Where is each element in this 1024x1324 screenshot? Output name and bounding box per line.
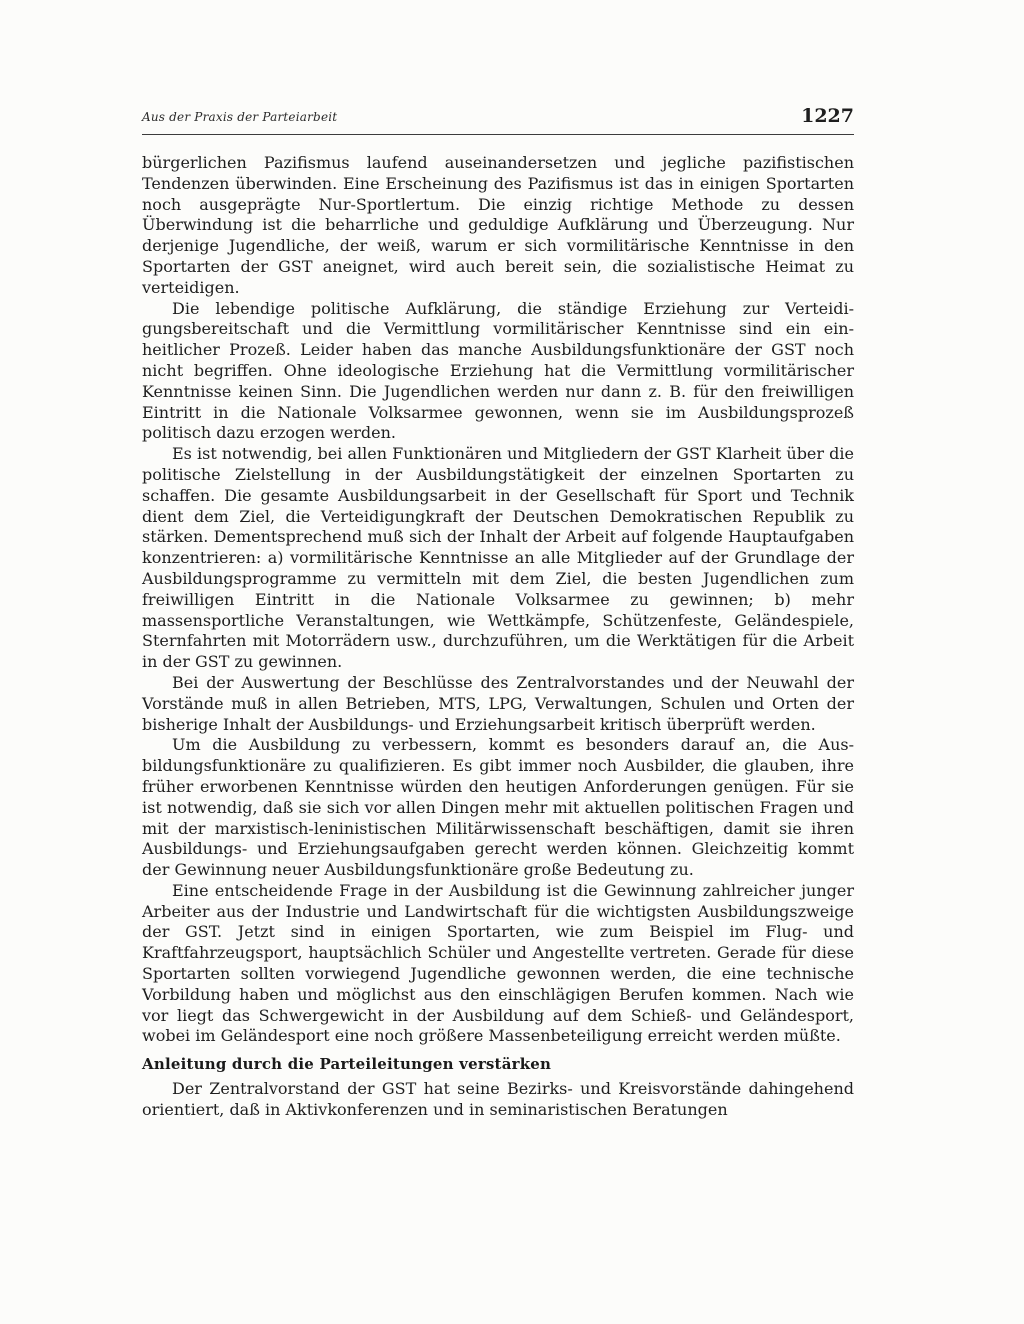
running-title: Aus der Praxis der Parteiarbeit bbox=[142, 110, 338, 124]
body-text bbox=[142, 153, 854, 1121]
paragraph-3: Es ist notwendig, bei allen Funktionären und Mitgliedern der GST Klarheit über die politische Zielstellung in der Ausbildungstätigkeit der einzelnen Sportarten zu schaffen. Die gesamte Ausbildungsarbeit in der Gesellschaft für Sport und Technik dient dem Ziel, die Verteidigungkraft der Deutschen Demokratischen Republik zu stärken. Dementsprechend muß sich der Inhalt der Arbeit auf folgende Hauptaufgaben konzentrieren: a) vormilitärische Kenntnisse an alle Mitglieder auf der Grundlage der Ausbildungsprogramme zu vermitteln mit dem Ziel, die besten Jugendlichen zum freiwilligen Eintritt in die Nationale Volksarmee zu gewinnen; b) mehr massensportliche Veranstaltungen, wie Wettkämpfe, Schützenfeste, Geländespiele, Sternfahrten mit Motorrädern usw., durchzuführen, um die Werktätigen für die Arbeit in der GST zu gewinnen. bbox=[142, 444, 854, 672]
paragraph-4: Bei der Auswertung der Beschlüsse des Zentralvorstandes und der Neuwahl der Vorstände muß in allen Betrieben, MTS, LPG, Verwaltungen, Schulen und Orten der bisherige Inhalt der Ausbildungs- und Erziehungsarbeit kritisch überprüft werden. bbox=[142, 672, 854, 734]
section-heading: Anleitung durch die Parteileitungen verstärken bbox=[142, 1055, 552, 1074]
paragraph-2: Die lebendige politische Aufklärung, die ständige Erziehung zur Verteidigungsbereitschaft und die Vermittlung vormilitärischer Kenntnisse sind ein einheitlicher Prozeß. Leider haben das manche Ausbildungsfunktionäre der GST noch nicht begriffen. Ohne ideologische Erziehung hat die Vermittlung vormilitärischer Kenntnisse keinen Sinn. Die Jugendlichen werden nur dann z. B. für den freiwilligen Eintritt in die Nationale Volksarmee gewonnen, wenn sie im Ausbildungsprozeß politisch dazu erzogen werden. bbox=[142, 298, 854, 443]
paragraph-5: Um die Ausbildung zu verbessern, kommt es besonders darauf an, die Ausbildungsfunktionäre zu qualifizieren. Es gibt immer noch Ausbilder, die glauben, ihre früher erworbenen Kenntnisse würden den heutigen Anforderungen genügen. Für sie ist notwendig, daß sie sich vor allen Dingen mehr mit aktuellen politischen Fragen und mit der marxistisch-leninistischen Militärwissenschaft beschäftigen, damit sie ihren Ausbildungs- und Erziehungsaufgaben gerecht werden können. Gleichzeitig kommt der Gewinnung neuer Ausbildungsfunktionäre große Bedeutung zu. bbox=[142, 735, 854, 880]
running-header bbox=[142, 104, 854, 135]
paragraph-6: Eine entscheidende Frage in der Ausbildung ist die Gewinnung zahlreicher junger Arbeiter aus der Industrie und Landwirtschaft für die wichtigsten Ausbildungszweige der GST. Jetzt sind in einigen Sportarten, wie zum Beispiel im Flug- und Kraftfahrzeugsport, hauptsächlich Schüler und Angestellte vertreten. Gerade für diese Sportarten sollten vorwiegend Jugendliche gewonnen werden, die eine technische Vorbildung haben und möglichst aus den einschlägigen Berufen kommen. Nach wie vor liegt das Schwergewicht in der Ausbildung auf dem Schieß- und Geländesport, wobei im Geländesport eine noch größere Massenbeteiligung erreicht werden müßte. bbox=[142, 880, 854, 1046]
page-number: 1227 bbox=[801, 105, 854, 127]
section-paragraph: Der Zentralvorstand der GST hat seine Bezirks- und Kreisvorstände dahingehend orientiert, daß in Aktivkonferenzen und in seminaristischen Beratungen bbox=[142, 1079, 854, 1120]
paragraph-1: bürgerlichen Pazifismus laufend auseinandersetzen und jegliche pazifistischen Tendenzen überwinden. Eine Erscheinung des Pazifismus ist das in einigen Sportarten noch ausgeprägte Nur-Sportlertum. Die einzig richtige Methode zu dessen Überwindung ist die beharrliche und geduldige Aufklärung und Überzeugung. Nur derjenige Jugendliche, der weiß, warum er sich vormilitärische Kenntnisse in den Sportarten der GST aneignet, wird auch bereit sein, die sozialistische Heimat zu verteidigen. bbox=[142, 153, 854, 297]
